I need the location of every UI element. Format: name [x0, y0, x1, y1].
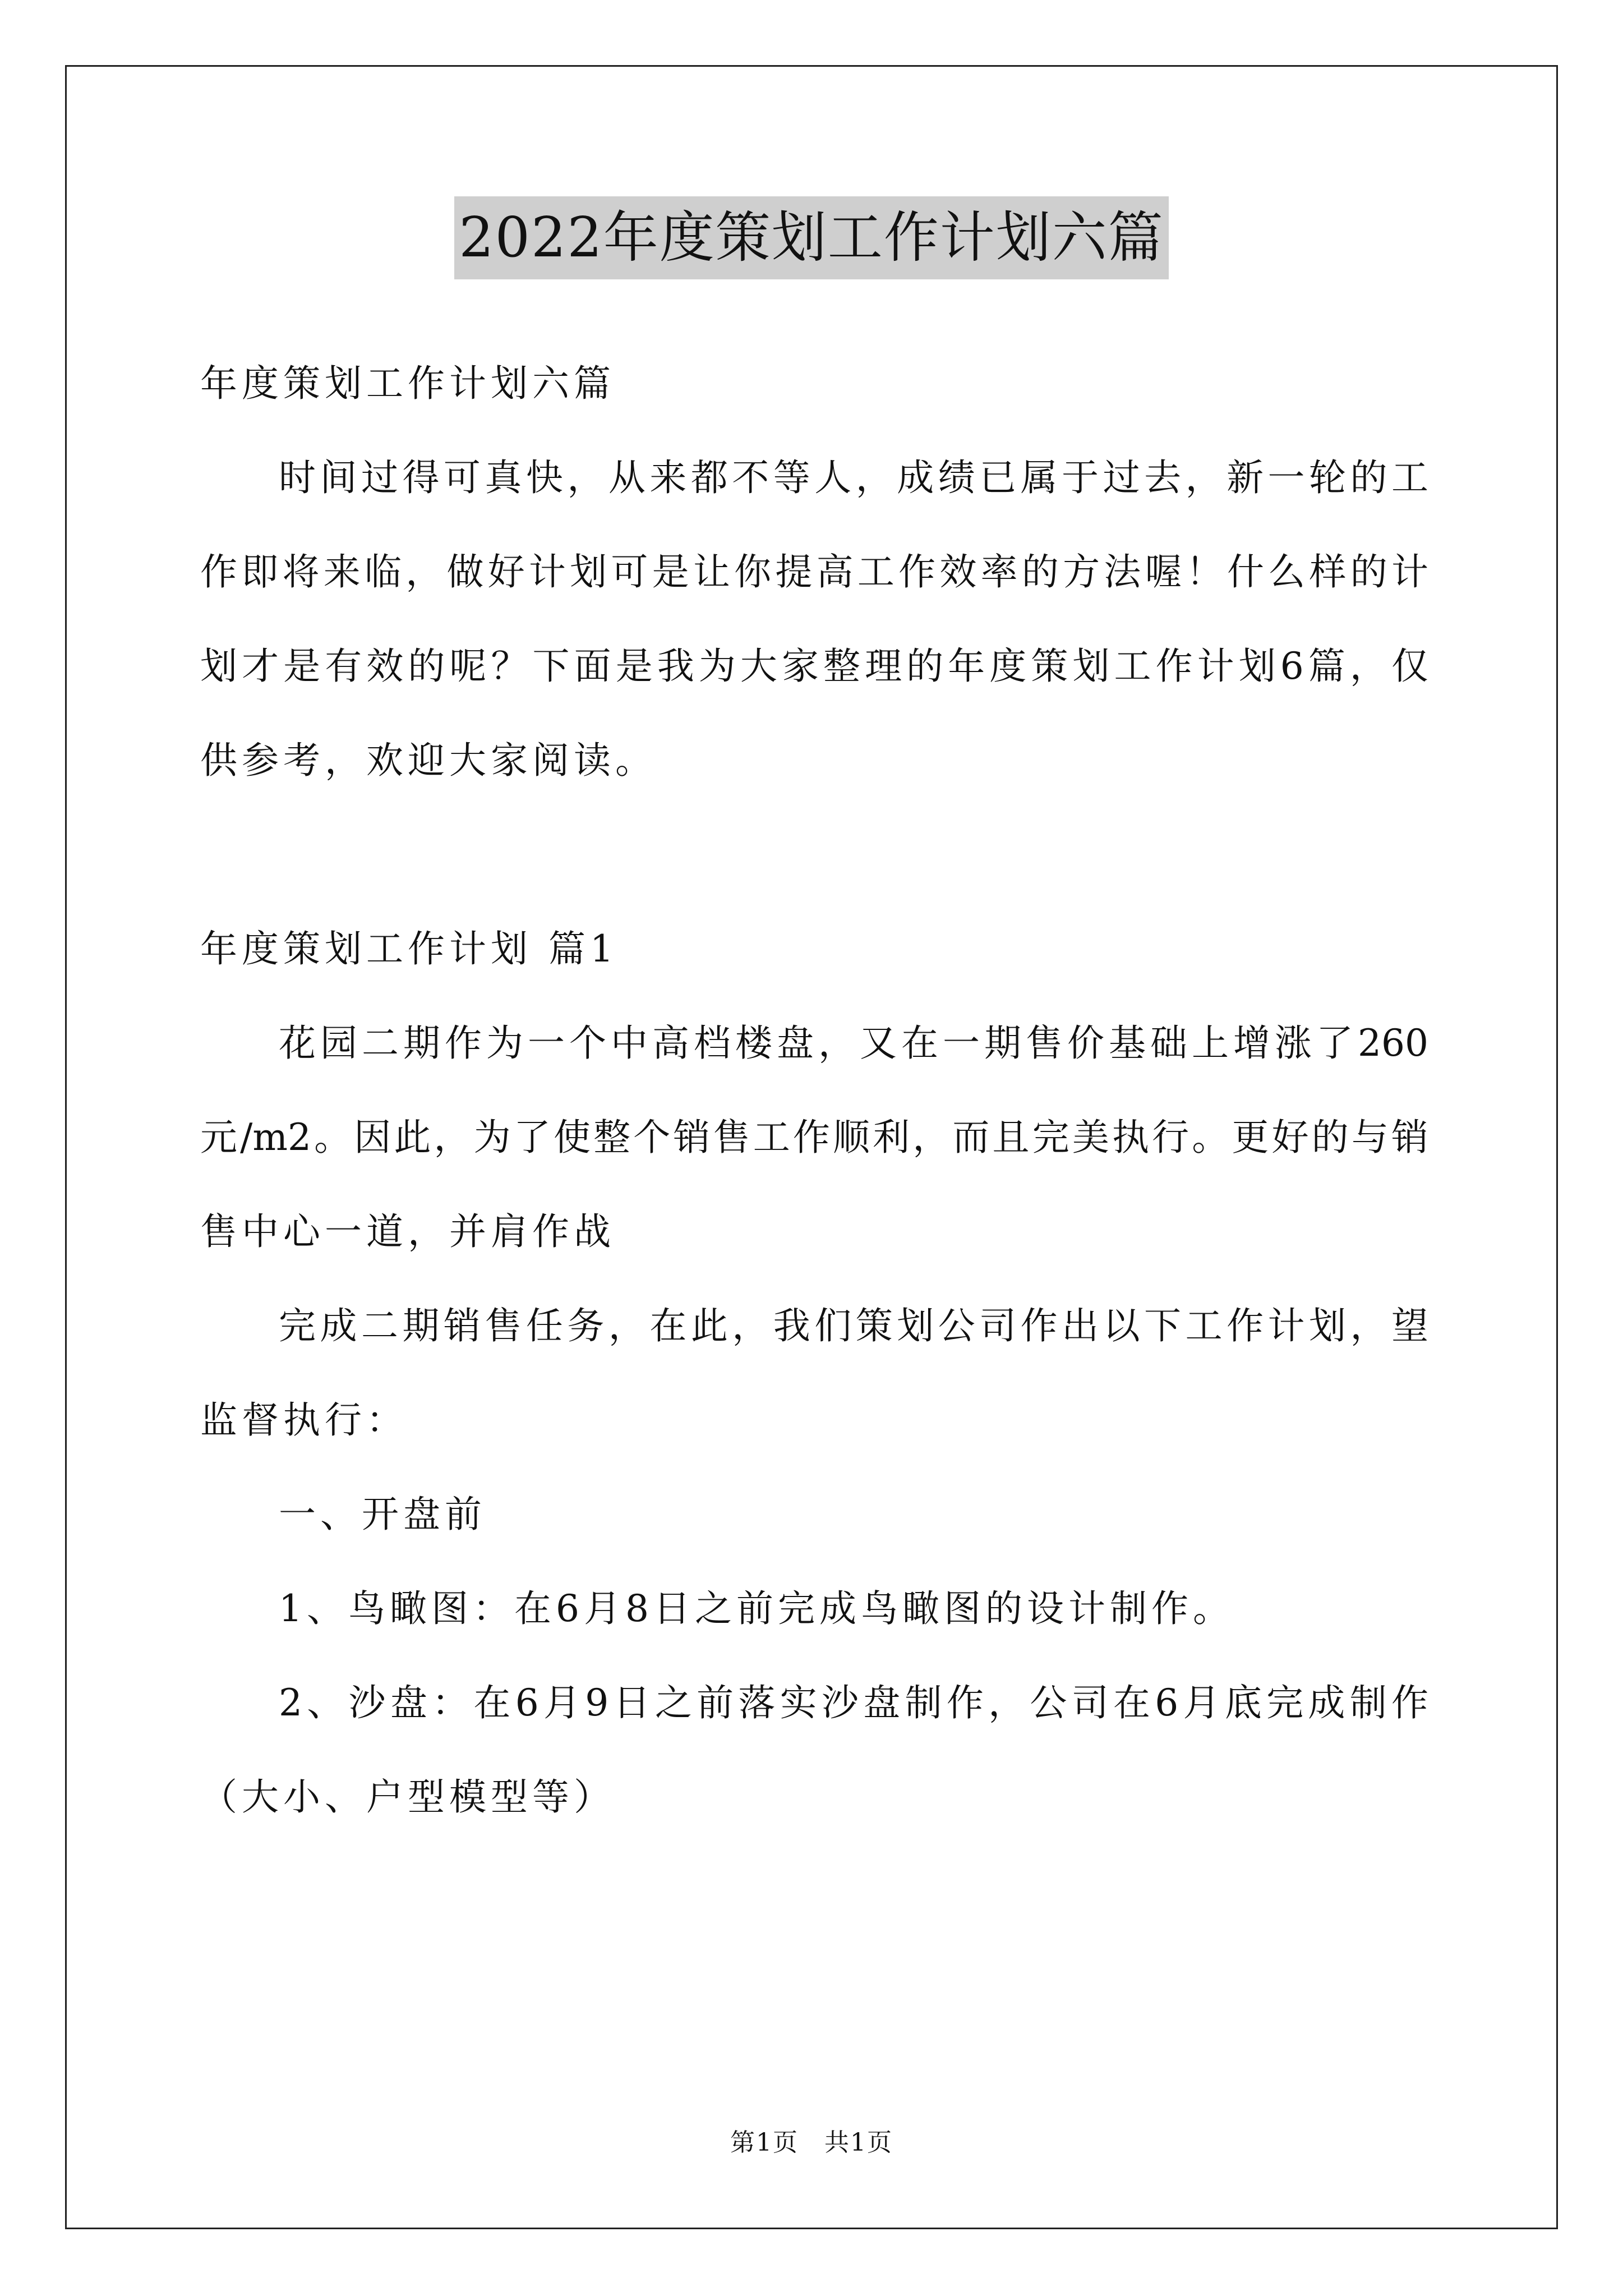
intro-line: 时间过得可真快，从来都不等人，成绩已属于过去，新一轮的工 [279, 456, 1428, 499]
document-body [200, 337, 1428, 1844]
body-paragraph [200, 1279, 1428, 1467]
page-number-footer: 第1页 共1页 [730, 2128, 893, 2157]
list-item-line: 2、沙盘：在6月9日之前落实沙盘制作，公司在6月底完成制作 [279, 1681, 1428, 1724]
list-item [200, 1656, 1428, 1844]
paragraph-line: 售中心一道，并肩作战 [200, 1210, 615, 1253]
intro-paragraph [200, 431, 1428, 808]
intro-line: 供参考，欢迎大家阅读。 [200, 739, 657, 782]
list-heading: 一、开盘前 [279, 1493, 486, 1536]
list-item: 1、鸟瞰图：在6月8日之前完成鸟瞰图的设计制作。 [279, 1587, 1234, 1630]
section-heading: 年度策划工作计划 篇1 [200, 927, 618, 970]
title-container [0, 196, 1623, 279]
document-title: 2022年度策划工作计划六篇 [454, 196, 1168, 279]
document-subtitle: 年度策划工作计划六篇 [200, 362, 615, 405]
intro-line: 作即将来临，做好计划可是让你提高工作效率的方法喔！什么样的计 [200, 550, 1428, 593]
list-item-line: （大小、户型模型等） [200, 1775, 615, 1819]
paragraph-line: 完成二期销售任务，在此，我们策划公司作出以下工作计划，望 [279, 1304, 1428, 1347]
paragraph-line: 监督执行： [200, 1398, 408, 1442]
paragraph-line: 元/m2。因此，为了使整个销售工作顺利，而且完美执行。更好的与销 [200, 1116, 1428, 1159]
intro-line: 划才是有效的呢？下面是我为大家整理的年度策划工作计划6篇，仅 [200, 645, 1428, 688]
body-paragraph [200, 996, 1428, 1279]
paragraph-line: 花园二期作为一个中高档楼盘，又在一期售价基础上增涨了260 [279, 1022, 1428, 1065]
